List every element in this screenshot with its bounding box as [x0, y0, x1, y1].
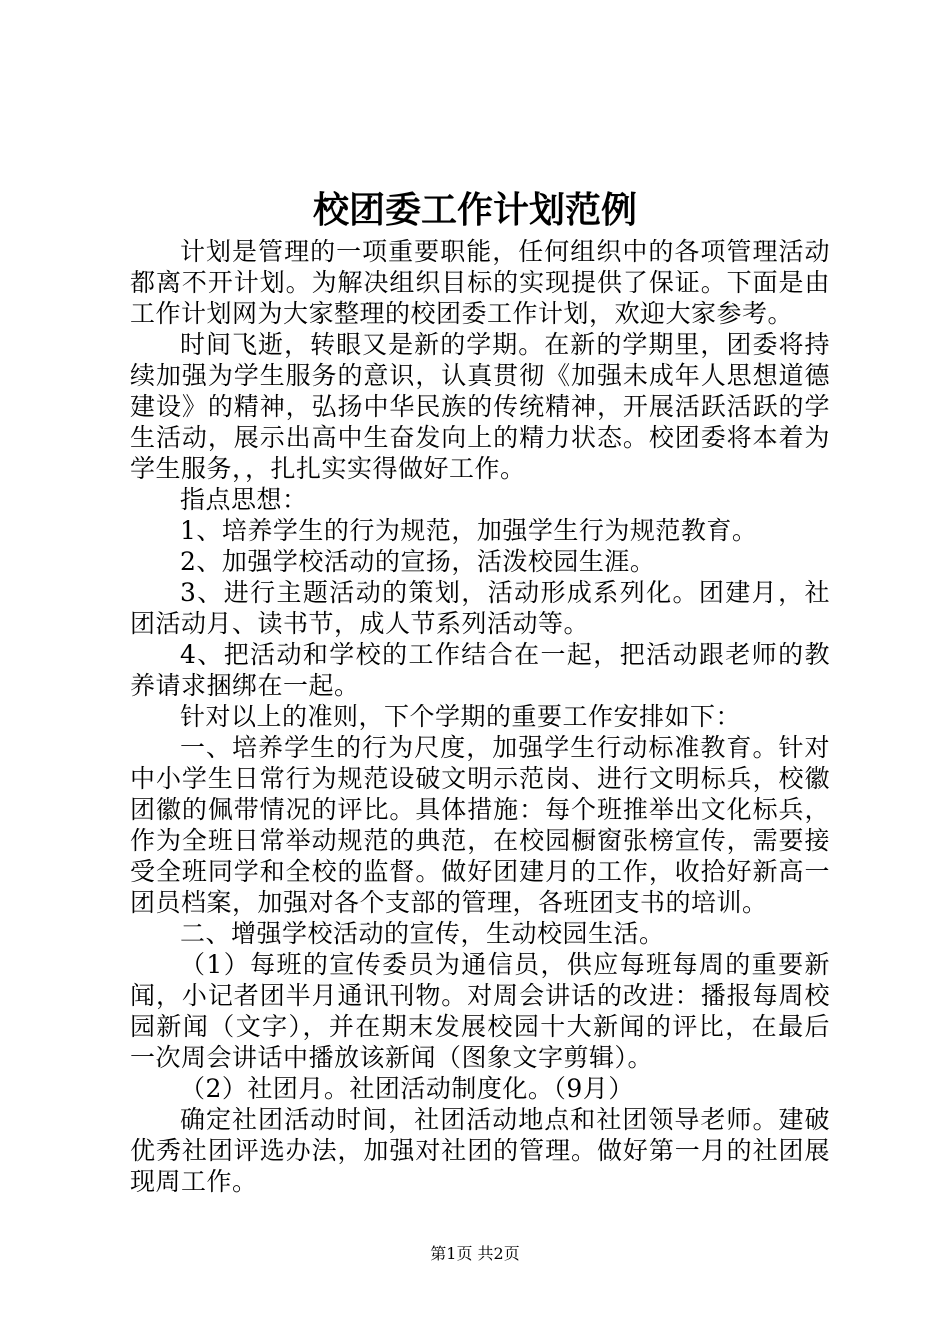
paragraph: 针对以上的准则，下个学期的重要工作安排如下：	[180, 702, 742, 731]
document-title: 校团委工作计划范例	[312, 189, 637, 231]
paragraph: 3、进行主题活动的策划，活动形成系列化。团建月，社团活动月、读书节，成人节系列活动等。	[130, 578, 830, 638]
paragraph: 4、把活动和学校的工作结合在一起，把活动跟老师的教养请求捆绑在一起。	[130, 640, 830, 700]
document-body	[130, 236, 830, 1197]
paragraph: 确定社团活动时间，社团活动地点和社团领导老师。建破优秀社团评选办法，加强对社团的管理。做好第一月的社团展现周工作。	[130, 1105, 830, 1196]
page-number-footer: 第1页 共2页	[430, 1244, 520, 1263]
paragraph: 计划是管理的一项重要职能，任何组织中的各项管理活动都离不开计划。为解决组织目标的实现提供了保证。下面是由工作计划网为大家整理的校团委工作计划，欢迎大家参考。	[130, 237, 830, 328]
paragraph: 1、培养学生的行为规范，加强学生行为规范教育。	[180, 516, 758, 545]
paragraph: （2）社团月。社团活动制度化。（9月）	[180, 1074, 634, 1103]
paragraph: 时间飞逝，转眼又是新的学期。在新的学期里，团委将持续加强为学生服务的意识，认真贯彻《加强未成年人思想道德建设》的精神，弘扬中华民族的传统精神，开展活跃活跃的学生活动，展示出高中生奋发向上的精力状态。校团委将本着为学生服务，，扎扎实实得做好工作。	[130, 330, 830, 483]
paragraph: 2、加强学校活动的宣扬，活泼校园生涯。	[180, 547, 656, 576]
paragraph: （1）每班的宣传委员为通信员，供应每班每周的重要新闻，小记者团半月通讯刊物。对周会讲话的改进：播报每周校园新闻（文字），并在期末发展校园十大新闻的评比，在最后一次周会讲话中播放该新闻（图象文字剪辑）。	[130, 950, 830, 1072]
paragraph: 指点思想：	[180, 485, 308, 514]
paragraph: 一、培养学生的行为尺度，加强学生行动标准教育。针对中小学生日常行为规范设破文明示范岗、进行文明标兵，校徽团徽的佩带情况的评比。具体措施：每个班推举出文化标兵，作为全班日常举动规范的典范，在校园橱窗张榜宣传，需要接受全班同学和全校的监督。做好团建月的工作，收拾好新高一团员档案，加强对各个支部的管理，各班团支书的培训。	[130, 733, 830, 917]
paragraph: 二、增强学校活动的宣传，生动校园生活。	[180, 919, 665, 948]
